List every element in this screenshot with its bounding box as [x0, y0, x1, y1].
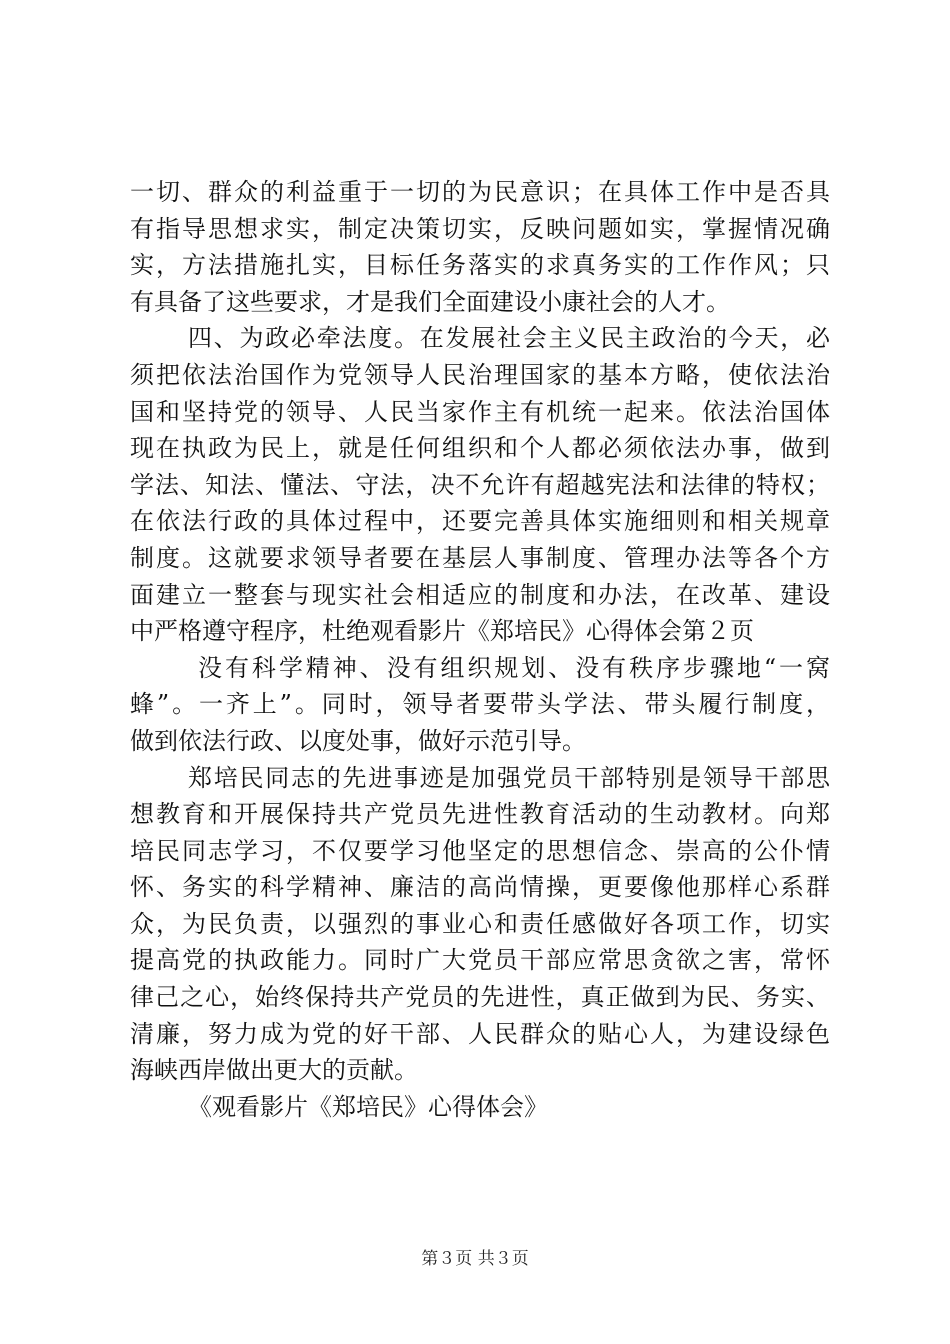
text-line: 实，方法措施扎实，目标任务落实的求真务实的工作作风；只 [130, 251, 830, 280]
text-line: 制度。这就要求领导者要在基层人事制度、管理办法等各个方 [130, 543, 830, 572]
text-line: 蜂”。一齐上”。同时，领导者要带头学法、带头履行制度， [130, 690, 830, 719]
text-line: 有具备了这些要求，才是我们全面建设小康社会的人才。 [130, 287, 730, 316]
paragraph-start-line: 四、为政必牵法度。在发展社会主义民主政治的今天，必 [188, 324, 830, 353]
text-line: 国和坚持党的领导、人民当家作主有机统一起来。依法治国体 [130, 397, 830, 426]
text-line: 须把依法治国作为党领导人民治理国家的基本方略，使依法治 [130, 360, 830, 389]
text-line: 想教育和开展保持共产党员先进性教育活动的生动教材。向郑 [130, 800, 830, 829]
text-line: 提高党的执政能力。同时广大党员干部应常思贪欲之害，常怀 [130, 946, 830, 975]
text-line: 在依法行政的具体过程中，还要完善具体实施细则和相关规章 [130, 507, 830, 536]
text-line: 有指导思想求实，制定决策切实，反映问题如实，掌握情况确 [130, 214, 830, 243]
document-closing-title: 《观看影片《郑培民》心得体会》 [188, 1092, 548, 1121]
text-line: 面建立一整套与现实社会相适应的制度和办法，在改革、建设 [130, 580, 830, 609]
text-line: 培民同志学习，不仅要学习他坚定的思想信念、崇高的公仆情 [130, 836, 830, 865]
text-line: 怀、务实的科学精神、廉洁的高尚情操，更要像他那样心系群 [130, 873, 830, 902]
paragraph-start-line: 没有科学精神、没有组织规划、没有秩序步骤地“一窝 [198, 653, 830, 682]
text-line: 中严格遵守程序，杜绝观看影片《郑培民》心得体会第２页 [130, 617, 754, 646]
text-line: 做到依法行政、以度处事，做好示范引导。 [130, 726, 586, 755]
text-line: 众，为民负责，以强烈的事业心和责任感做好各项工作，切实 [130, 909, 830, 938]
text-line: 学法、知法、懂法、守法，决不允许有超越宪法和法律的特权； [130, 470, 830, 499]
text-line: 律己之心，始终保持共产党员的先进性，真正做到为民、务实、 [130, 983, 830, 1012]
text-line: 清廉，努力成为党的好干部、人民群众的贴心人，为建设绿色 [130, 1019, 830, 1048]
page-number-footer: 第３页 共３页 [421, 1249, 529, 1269]
text-line: 现在执政为民上，就是任何组织和个人都必须依法办事，做到 [130, 434, 830, 463]
paragraph-start-line: 郑培民同志的先进事迹是加强党员干部特别是领导干部思 [188, 763, 830, 792]
document-body [130, 174, 830, 1125]
text-line: 海峡西岸做出更大的贡献。 [130, 1056, 418, 1085]
text-line: 一切、群众的利益重于一切的为民意识；在具体工作中是否具 [130, 178, 830, 206]
